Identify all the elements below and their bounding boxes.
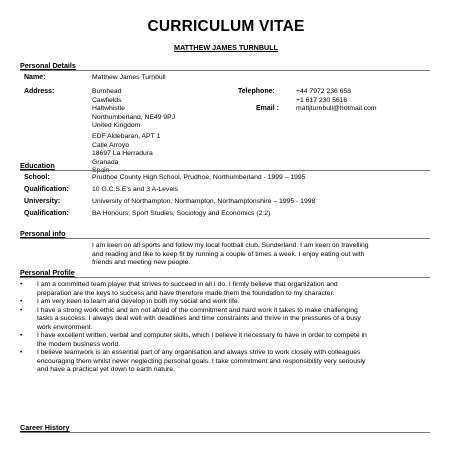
education-value: BA Honours; Sport Studies, Sociology and Economics (2:2) [92,210,271,217]
section-divider [20,432,430,433]
address-uk [92,88,175,131]
address-label: Address: [24,88,55,95]
education-value: University of Northampton, Northampton, Northamptonshire – 1995 - 1998 [92,198,316,205]
telephone-values [296,88,351,105]
list-item [20,298,367,307]
profile-bullet-list [20,281,367,375]
bullet-text: I am a committed team player that strives to succeed in all I do. I firmly believe that organization and [37,281,338,288]
bullet-text: work environment. [37,323,93,331]
name-label: Name: [24,74,46,81]
email-value: mattjturnbull@hotmail.com [296,105,377,112]
education-value: 10 G.C.S.E’s and 3 A-Levels [92,186,179,193]
section-divider [20,70,430,71]
bullet-text: I am very keen to learn and develop in both my social and work life. [37,298,240,305]
address-line: Calle Arroyo [92,141,130,149]
bullet-text: and have a practical yet down to earth nature. [37,366,175,373]
bullet-text: I believe teamwork is an essential part of any organisation and always strive to work closely with colleagues [37,349,361,356]
address-line: Spain [92,167,110,174]
address-line: Burnhead [92,88,122,95]
section-divider [20,277,430,278]
address-line: Haltwhistle [92,105,125,112]
address-line: Northumberland, NE49 9PJ [92,113,176,121]
section-divider [20,170,430,171]
email-label: Email : [256,105,279,112]
section-heading-education: Education [20,161,55,170]
education-value: Prudhoe County High School, Prudhoe, Northumberland - 1999 – 1995 [92,174,306,181]
section-heading-personal-info: Personal info [20,229,66,238]
personal-info-paragraph [92,242,369,268]
bullet-text: preparation are the keys to success and have therefore made them the foundation to my character. [37,289,335,297]
telephone-label: Telephone: [238,88,275,95]
document-title: CURRICULUM VITAE [147,18,305,35]
candidate-name-heading: MATTHEW JAMES TURNBULL [173,43,279,52]
list-item [20,332,367,349]
paragraph-line: I am keen on all sports and follow my local football club, Sunderland. I am keen on travelling [92,242,369,249]
telephone-number: +1 617 230 5616 [296,96,348,104]
bullet-icon: • [20,298,23,305]
address-line: United Kingdom [92,122,141,129]
address-line: EDF Aldebaran, APT 1 [92,133,161,140]
list-item [20,307,367,333]
list-item [20,349,367,375]
bullet-text: tasks a success. I always deal well with deadlines and time constraints and thrive in the pressures of a busy [37,315,361,322]
section-heading-personal-details: Personal Details [20,61,76,70]
bullet-text: the modern business world. [37,340,121,348]
address-line: Granada [92,158,119,166]
bullet-icon: • [20,281,23,288]
section-divider [20,238,430,239]
bullet-text: encouraging them whilst never neglecting personal goals. I take commitment and responsibility very seriously [37,357,366,365]
section-heading-career-history: Career History [20,423,70,432]
bullet-icon: • [20,306,23,314]
education-label: University: [24,198,61,205]
education-label: School: [24,174,50,181]
paragraph-line: friends and meeting new people. [92,259,191,266]
bullet-icon: • [20,332,23,339]
section-heading-personal-profile: Personal Profile [20,268,75,277]
bullet-text: I have a strong work ethic and am not afraid of the commitment and hard work it takes to make challenging [37,306,358,314]
telephone-number: +44 7972 236 658 [296,88,351,95]
address-line: 18697 La Herradura [92,150,153,157]
education-label: Qualification: [24,210,69,217]
address-line: Cawfields [92,96,122,104]
education-label: Qualification: [24,186,69,193]
bullet-icon: • [20,349,23,356]
list-item [20,281,367,298]
name-value: Matthew James Turnbull [92,74,166,81]
paragraph-line: and reading and like to keep fit by running a couple of times a week. I enjoy eating out with [92,250,365,258]
bullet-text: I have excellent written, verbal and computer skills, which I believe it necessary to have in order to compete in [37,332,367,339]
